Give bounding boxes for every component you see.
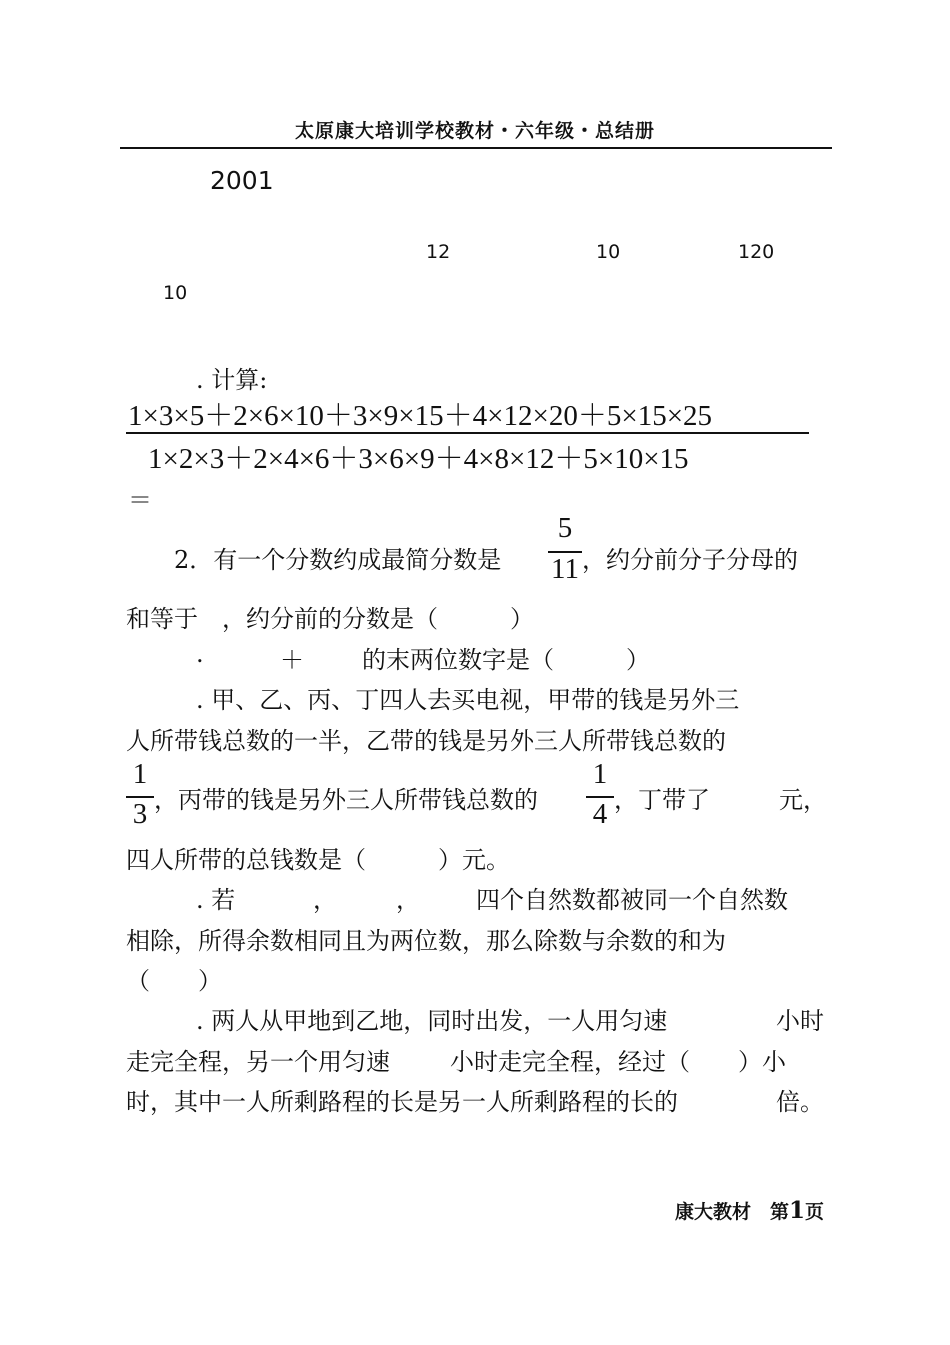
doc-title: 2001 <box>210 166 274 195</box>
q6-line2-post: 小时走完全程，经过（ ）小 <box>450 1048 786 1076</box>
q1-label: . 计算: <box>196 366 268 394</box>
q4-frac2-denominator: 4 <box>592 798 608 830</box>
intro-value-10: 10 <box>596 241 621 263</box>
intro-value-10b: 10 <box>163 282 188 304</box>
q5-comma2: ， <box>396 886 420 914</box>
q2-frac-denominator: 11 <box>551 553 579 585</box>
q3-dot: . <box>196 640 204 668</box>
q4-frac2-numerator: 1 <box>592 758 608 790</box>
q5-post: 四个自然数都被同一个自然数 <box>476 886 788 914</box>
q4-frac1-numerator: 1 <box>132 758 148 790</box>
header-rule <box>120 147 832 149</box>
q3-plus: ＋ <box>280 646 304 674</box>
q4-line1: . 甲、乙、丙、丁四人去买电视，甲带的钱是另外三 <box>196 686 740 714</box>
intro-value-120: 120 <box>738 241 775 263</box>
q6-line3-end: 倍。 <box>776 1088 824 1116</box>
q6-line1-end: 小时 <box>776 1007 824 1035</box>
q5-pre: . 若 <box>196 886 236 914</box>
q6-line1: . 两人从甲地到乙地，同时出发，一人用匀速 <box>196 1007 668 1035</box>
footer-label: 康大教材 第 <box>674 1201 789 1223</box>
q6-line2-pre: 走完全程，另一个用匀速 <box>126 1048 390 1076</box>
footer-suffix: 页 <box>804 1201 824 1223</box>
q2-line1-pre: 2．有一个分数约成最简分数是 <box>174 546 502 574</box>
q1-numerator: 1×3×5＋2×6×10＋3×9×15＋4×12×20＋5×15×25 <box>128 400 713 432</box>
q1-fraction-bar <box>126 432 809 434</box>
intro-value-12: 12 <box>426 241 451 263</box>
q4-line2: 人所带钱总数的一半，乙带的钱是另外三人所带钱总数的 <box>126 727 726 755</box>
q5-line3: （ ） <box>126 967 222 995</box>
q5-comma1: ， <box>313 886 337 914</box>
q1-denominator: 1×2×3＋2×4×6＋3×6×9＋4×8×12＋5×10×15 <box>148 443 689 475</box>
q4-frac1-denominator: 3 <box>132 798 148 830</box>
q6-line3-pre: 时，其中一人所剩路程的长是另一人所剩路程的长的 <box>126 1088 678 1116</box>
q2-line1-post: ，约分前分子分母的 <box>582 546 798 574</box>
q4-mid: ，丙带的钱是另外三人所带钱总数的 <box>154 786 538 814</box>
q3-text: 的末两位数字是（ ） <box>362 646 650 674</box>
q4-post: ，丁带了 <box>614 786 710 814</box>
q2-line2: 和等于 ，约分前的分数是（ ） <box>126 605 534 633</box>
footer-page-number: 1 <box>788 1197 805 1224</box>
page-header: 太原康大培训学校教材・六年级・总结册 <box>294 120 655 142</box>
q4-line4: 四人所带的总钱数是（ ）元。 <box>126 846 510 874</box>
page-footer <box>675 1197 824 1224</box>
q5-line2: 相除，所得余数相同且为两位数，那么除数与余数的和为 <box>126 927 726 955</box>
q4-unit: 元， <box>779 786 827 814</box>
q1-equals: ＝ <box>128 486 152 514</box>
q2-frac-numerator: 5 <box>557 512 573 544</box>
